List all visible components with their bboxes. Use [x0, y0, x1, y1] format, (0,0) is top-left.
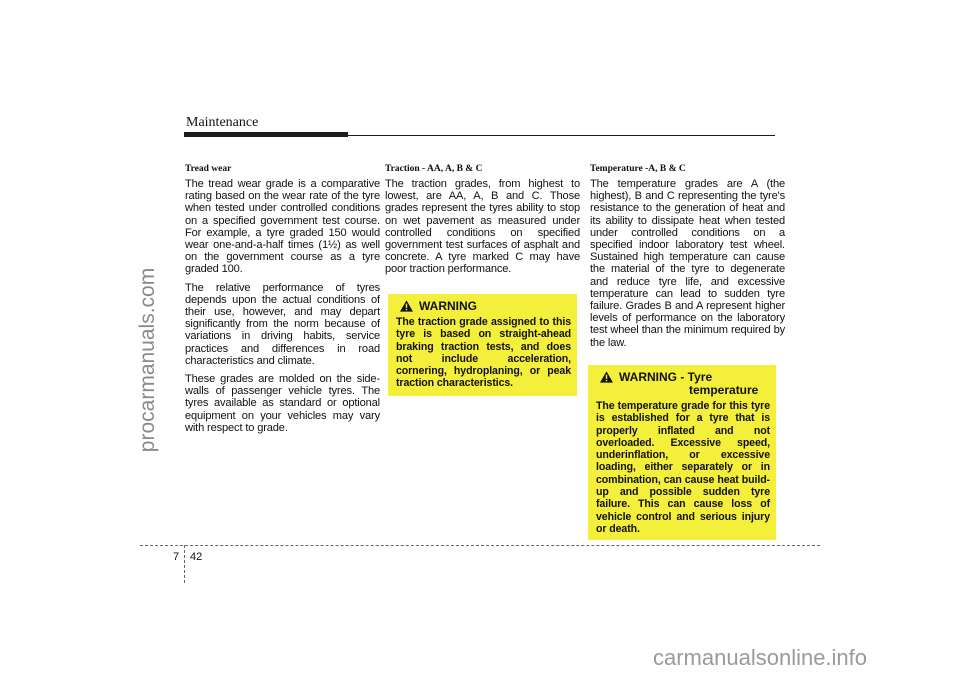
column-traction — [385, 164, 580, 282]
temperature-warning-box — [588, 365, 776, 540]
warning-triangle-icon — [400, 300, 413, 312]
temperature-warning-title-line1: WARNING - Tyre — [619, 370, 713, 384]
tread-wear-paragraph: The tread wear grade is a comparative rating based on the wear rate of the tyre when tested under controlled conditions on a specified government test course. For example, a tyre graded 150 would wear one-and-a-half times (1½) as well on the government course as a tyre graded 100. — [185, 178, 380, 276]
chapter-number: 7 — [173, 551, 180, 563]
traction-warning-header — [396, 300, 571, 313]
column-tread-wear — [185, 164, 380, 440]
traction-paragraph: The traction grades, from highest to lowest, are AA, A, B and C. Those grades represent the tyres ability to stop on wet pavement as measured under controlled conditions on specified government test surfaces of asphalt and concrete. A tyre marked C may have poor traction performance. — [385, 178, 580, 276]
column-temperature — [590, 164, 785, 355]
page-number: 42 — [190, 551, 203, 563]
tread-wear-heading: Tread wear — [185, 164, 232, 174]
temperature-heading: Temperature -A, B & C — [590, 164, 686, 174]
tread-wear-paragraph: These grades are molded on the side-walls of passenger vehicle tyres. The tyres available as standard or optional equipment on your vehicles may vary with respect to grade. — [185, 373, 380, 434]
side-watermark: procarmanuals.com — [136, 267, 159, 453]
warning-triangle-icon — [600, 371, 613, 383]
traction-heading: Traction - AA, A, B & C — [385, 164, 483, 174]
traction-warning-title: WARNING — [419, 299, 477, 313]
temperature-warning-text: The temperature grade for this tyre is established for a tyre that is properly inflated and not overloaded. Excessive speed, underinflation, or excessive loading, either separately or in combination, can cause heat build-up and possible sudden tyre failure. This can cause loss of vehicle control and serious injury or death. — [596, 400, 770, 535]
header-rule — [348, 135, 775, 136]
section-title: Maintenance — [186, 115, 259, 130]
footer-divider — [184, 545, 185, 583]
header-bar — [184, 132, 348, 137]
tread-wear-paragraph: The relative performance of tyres depends upon the actual conditions of their use, however, and may depart significantly from the norm because of variations in driving habits, service practices and differences in road characteristics and climate. — [185, 281, 380, 367]
temperature-paragraph: The temperature grades are A (the highest), B and C representing the tyre's resistance to the generation of heat and its ability to dissipate heat when tested under controlled conditions on a specified indoor laboratory test wheel. Sustained high temperature can cause the material of the tyre to degenerate and reduce tyre life, and excessive temperature can lead to sudden tyre failure. Grades B and A represent higher levels of performance on the laboratory test wheel than the minimum required by the law. — [590, 178, 785, 349]
temperature-warning-title — [619, 371, 758, 397]
traction-warning-box — [388, 294, 577, 396]
temperature-warning-header — [596, 371, 770, 397]
footer-rule — [140, 545, 820, 546]
traction-warning-text: The traction grade assigned to this tyre is based on straight-ahead braking traction tests, and does not include acceleration, cornering, hydroplaning, or peak traction characteristics. — [396, 316, 571, 390]
temperature-warning-title-line2: temperature — [689, 383, 759, 397]
bottom-watermark: carmanualsonline.info — [653, 645, 868, 670]
